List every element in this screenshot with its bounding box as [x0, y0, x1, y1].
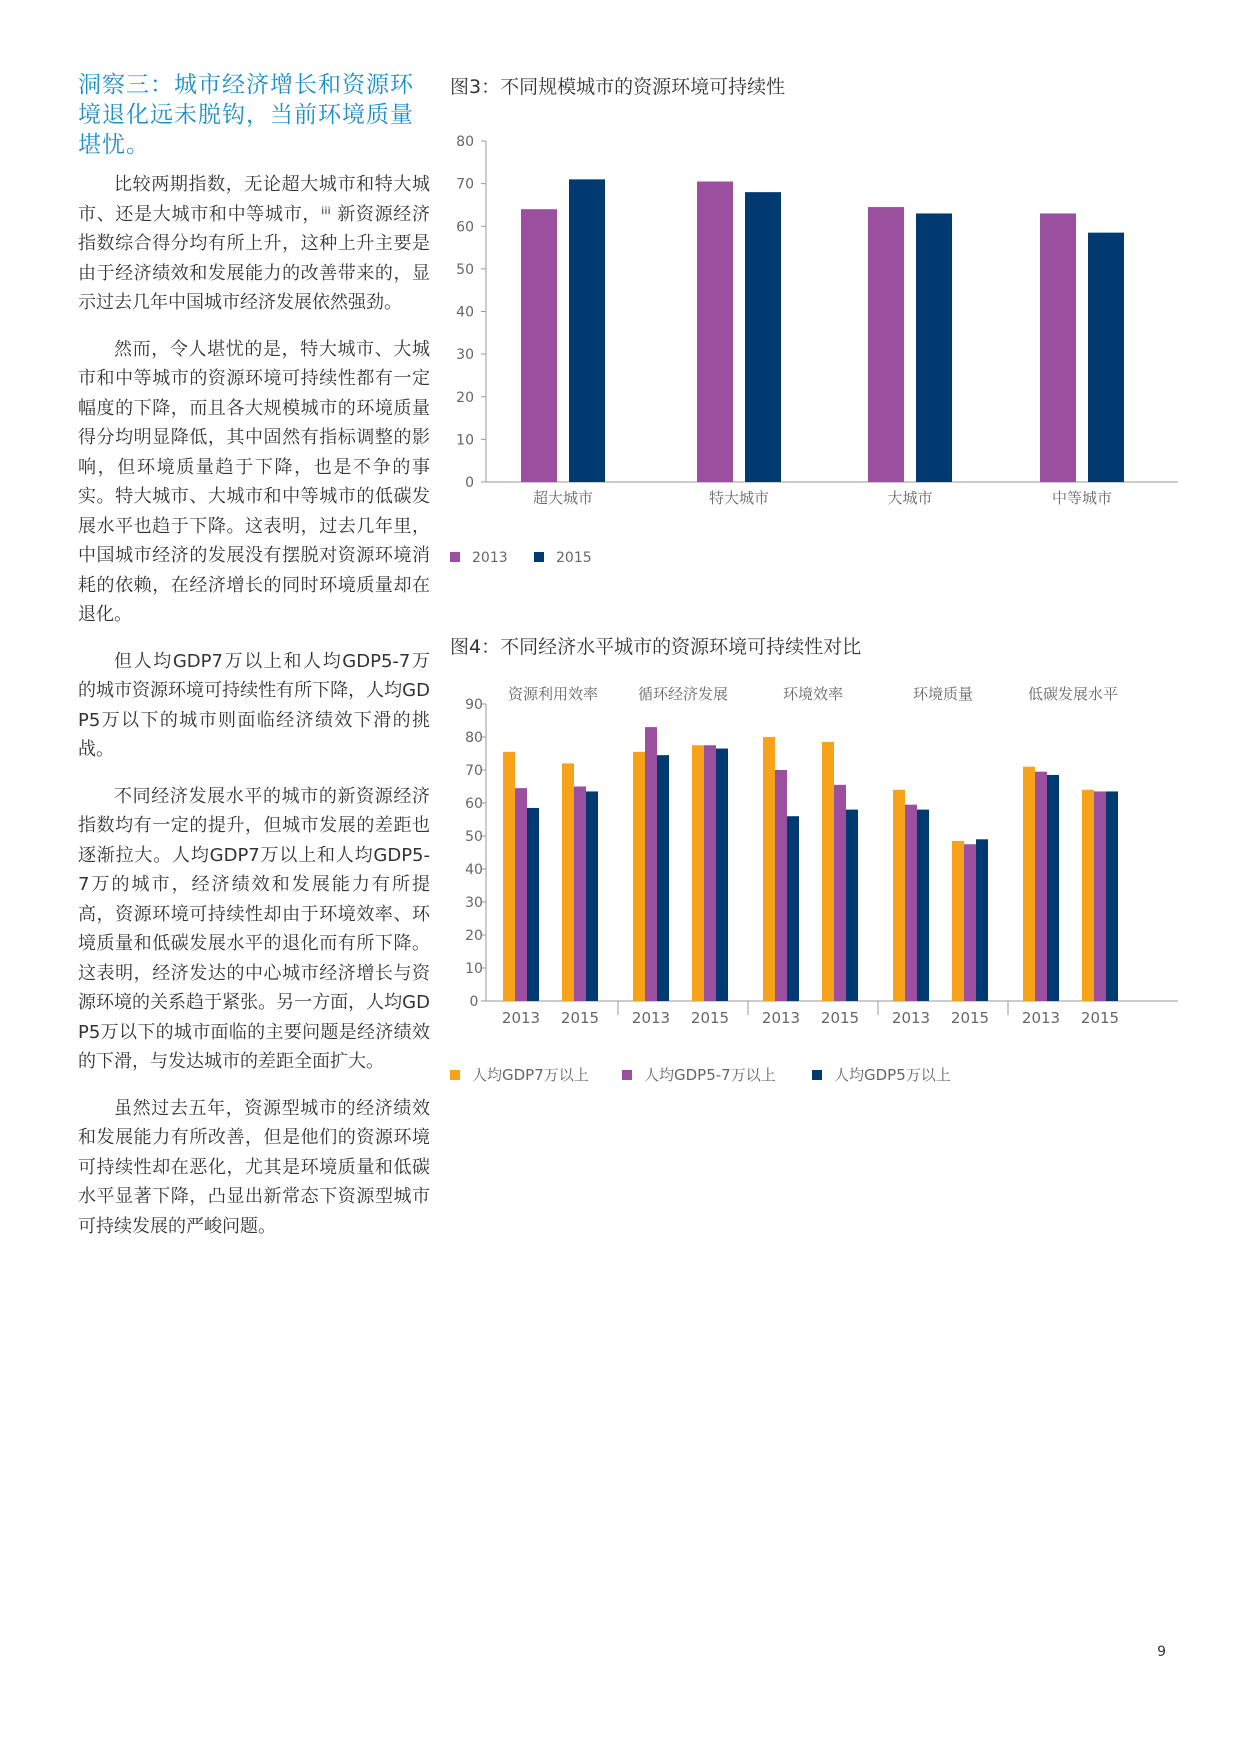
bar [905, 805, 917, 1001]
bar [515, 788, 527, 1001]
bar [503, 752, 515, 1001]
x-year-label: 2015 [560, 1009, 600, 1027]
legend-swatch [450, 552, 460, 562]
bar [1106, 791, 1118, 1001]
y-tick-label: 20 [456, 389, 474, 406]
x-year-label: 2013 [761, 1009, 801, 1027]
x-category-label: 特大城市 [708, 489, 770, 507]
y-tick-label: 0 [465, 475, 474, 491]
legend-swatch [450, 1070, 460, 1080]
y-tick-label: 70 [456, 176, 474, 193]
bar [787, 816, 799, 1001]
bar [1088, 233, 1124, 482]
y-tick-label: 40 [465, 862, 483, 878]
legend-label: 人均GDP7万以上 [472, 1066, 589, 1084]
bar [976, 839, 988, 1001]
bar [846, 810, 858, 1001]
fig4-chart [440, 680, 1180, 1110]
bar [569, 179, 605, 482]
group-label: 低碳发展水平 [1027, 685, 1119, 703]
legend-label: 人均GDP5-7万以上 [644, 1066, 776, 1084]
y-tick-label: 10 [456, 432, 474, 449]
x-year-label: 2013 [631, 1009, 671, 1027]
legend-label: 人均GDP5万以上 [834, 1066, 951, 1084]
bar [633, 752, 645, 1001]
x-category-label: 大城市 [887, 489, 933, 507]
paragraph-5: 虽然过去五年，资源型城市的经济绩效和发展能力有所改善，但是他们的资源环境可持续性却在恶化，尤其是环境质量和低碳水平显著下降，凸显出新常态下资源型城市可持续发展的严峻问题。 [78, 1097, 430, 1237]
x-year-label: 2015 [820, 1009, 860, 1027]
y-tick-label: 80 [456, 134, 474, 150]
y-tick-label: 50 [465, 829, 483, 845]
bar [1047, 775, 1059, 1001]
group-label: 资源利用效率 [507, 685, 599, 703]
paragraph-2: 然而，令人堪忧的是，特大城市、大城市和中等城市的资源环境可持续性都有一定幅度的下降，而且各大规模城市的环境质量得分均明显降低，其中固然有指标调整的影响，但环境质量趋于下降，也是不争的事实。特大城市、大城市和中等城市的低碳发展水平也趋于下降。这表明，过去几年里，中国城市经济的发展没有摆脱对资源环境消耗的依赖，在经济增长的同时环境质量却在退化。 [78, 338, 430, 625]
y-tick-label: 10 [465, 961, 483, 977]
bar [645, 727, 657, 1001]
bar [521, 209, 557, 482]
bar [562, 763, 574, 1001]
bar [716, 749, 728, 1001]
group-label: 环境效率 [782, 685, 844, 703]
legend-swatch [622, 1070, 632, 1080]
y-tick-label: 60 [456, 219, 474, 236]
bar [916, 213, 952, 482]
bar [574, 787, 586, 1002]
y-tick-label: 20 [465, 928, 483, 944]
bar [697, 181, 733, 482]
bar [704, 745, 716, 1001]
section-heading: 洞察三：城市经济增长和资源环境退化远未脱钩，当前环境质量堪忧。 [78, 72, 414, 158]
bar [657, 755, 669, 1001]
fig3-chart [440, 125, 1180, 585]
bar [1094, 791, 1106, 1001]
group-label: 循环经济发展 [637, 685, 729, 703]
y-tick-label: 0 [469, 994, 479, 1010]
bar [1082, 790, 1094, 1001]
fig3-title: 图3：不同规模城市的资源环境可持续性 [450, 76, 786, 98]
paragraph-4: 不同经济发展水平的城市的新资源经济指数均有一定的提升，但城市发展的差距也逐渐拉大。人均GDP7万以上和人均GDP5-7万的城市，经济绩效和发展能力有所提高，资源环境可持续性却由于环境效率、环境质量和低碳发展水平的退化而有所下降。这表明，经济发达的中心城市经济增长与资源环境的关系趋于紧张。另一方面，人均GDP5万以下的城市面临的主要问题是经济绩效的下滑，与发达城市的差距全面扩大。 [78, 785, 430, 1072]
bar [834, 785, 846, 1001]
y-tick-label: 80 [465, 730, 483, 746]
x-year-label: 2015 [950, 1009, 990, 1027]
bar [527, 808, 539, 1001]
y-tick-label: 90 [465, 697, 483, 713]
x-year-label: 2015 [1080, 1009, 1120, 1027]
bar [893, 790, 905, 1001]
y-tick-label: 30 [465, 895, 483, 911]
group-label: 环境质量 [912, 685, 974, 703]
y-tick-label: 30 [456, 347, 474, 364]
page-number: 9 [1157, 1644, 1166, 1660]
y-tick-label: 60 [465, 796, 483, 812]
bar [692, 745, 704, 1001]
x-year-label: 2013 [501, 1009, 541, 1027]
y-tick-label: 50 [456, 261, 474, 278]
bar [1035, 772, 1047, 1001]
legend-label: 2015 [556, 550, 592, 566]
left-text-column [78, 70, 430, 1258]
fig4-title: 图4：不同经济水平城市的资源环境可持续性对比 [450, 636, 862, 658]
x-year-label: 2015 [690, 1009, 730, 1027]
bar [822, 742, 834, 1001]
legend-swatch [534, 552, 544, 562]
y-tick-label: 70 [465, 763, 483, 779]
bar [1040, 213, 1076, 482]
x-category-label: 超大城市 [532, 489, 594, 507]
y-tick-label: 40 [456, 304, 474, 321]
bar [868, 207, 904, 482]
bar [586, 791, 598, 1001]
legend-swatch [812, 1070, 822, 1080]
legend-label: 2013 [472, 550, 508, 566]
bar [964, 844, 976, 1001]
bar [1023, 767, 1035, 1001]
x-year-label: 2013 [891, 1009, 931, 1027]
bar [775, 770, 787, 1001]
bar [745, 192, 781, 482]
bar [952, 841, 964, 1001]
bar [917, 810, 929, 1001]
paragraph-3: 但人均GDP7万以上和人均GDP5-7万的城市资源环境可持续性有所下降，人均GDP5万以下的城市则面临经济绩效下滑的挑战。 [78, 650, 430, 760]
x-year-label: 2013 [1021, 1009, 1061, 1027]
paragraph-1: 比较两期指数，无论超大城市和特大城市、还是大城市和中等城市，ⁱⁱⁱ 新资源经济指数综合得分均有所上升，这种上升主要是由于经济绩效和发展能力的改善带来的，显示过去几年中国城市经济发展依然强劲。 [78, 174, 430, 313]
bar [763, 737, 775, 1001]
x-category-label: 中等城市 [1051, 489, 1113, 507]
